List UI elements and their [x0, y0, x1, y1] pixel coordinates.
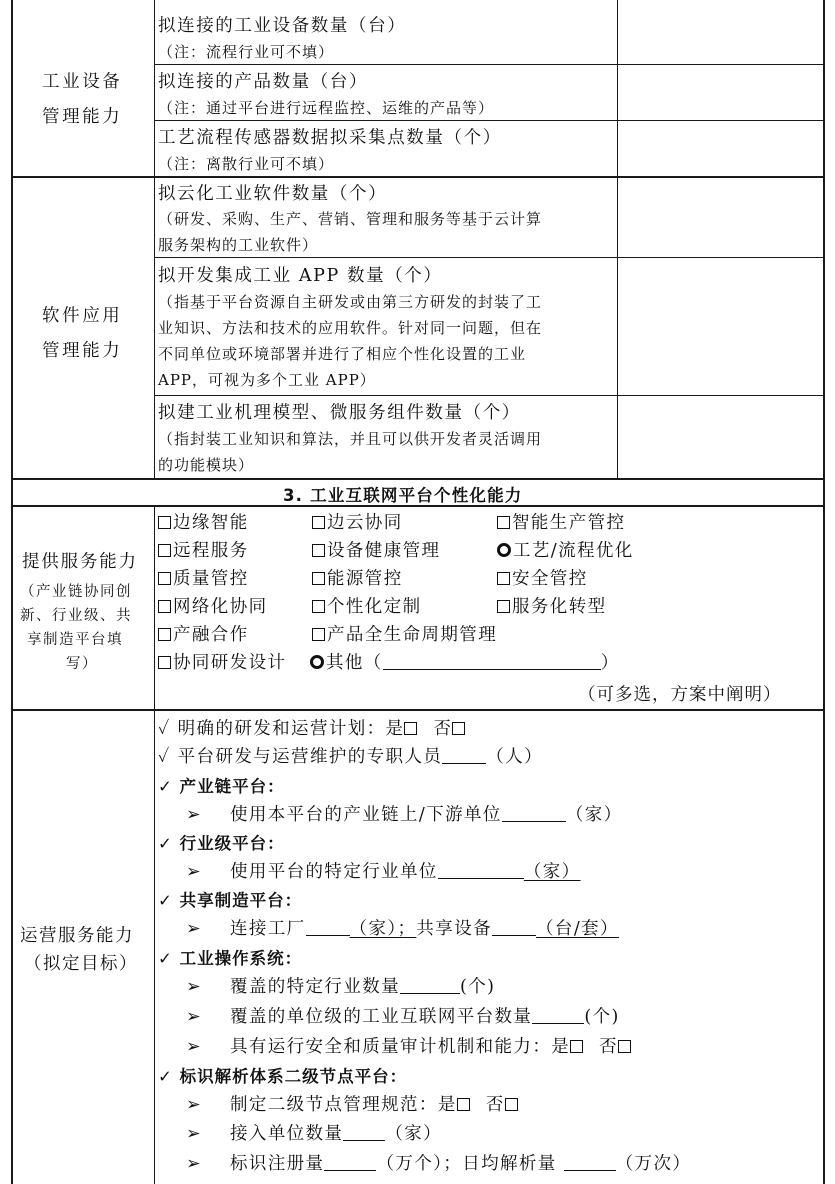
option-checkbox[interactable]: 产品全生命周期管理: [312, 621, 497, 646]
value-column-divider: [617, 0, 618, 478]
row-note: （指封装工业知识和算法，并且可以供开发者灵活调用: [158, 430, 543, 448]
table-border-right: [823, 0, 825, 1184]
staff-input-line[interactable]: [442, 747, 486, 764]
check-icon: ✓: [158, 891, 173, 910]
checkbox-icon[interactable]: [618, 1040, 631, 1053]
checkbox-icon[interactable]: [158, 600, 171, 613]
checkbox-icon[interactable]: [158, 628, 171, 641]
service-capability-sublabel: 写）: [66, 656, 98, 672]
option-checkbox[interactable]: 边缘智能: [158, 509, 249, 534]
arrow-item: ➢ 覆盖的单位级的工业互联网平台数量 (个): [186, 1007, 620, 1027]
checkbox-icon[interactable]: [312, 572, 325, 585]
subsection-header: ✓ 产业链平台：: [158, 777, 285, 796]
input-line[interactable]: [502, 805, 566, 822]
row-divider: [154, 257, 824, 258]
section-header: 3. 工业互联网平台个性化能力: [283, 486, 523, 505]
row-title: 拟连接的工业设备数量（台）: [158, 16, 407, 36]
row-divider: [154, 120, 824, 121]
arrow-icon: ➢: [186, 1095, 203, 1115]
row-note: （指基于平台资源自主研发或由第三方研发的封装了工: [158, 293, 543, 311]
row-note: 的功能模块）: [158, 456, 255, 474]
option-checkbox[interactable]: 服务化转型: [497, 593, 607, 618]
row-note: （注：流程行业可不填）: [158, 43, 335, 61]
input-line[interactable]: [532, 1007, 584, 1024]
row-divider: [154, 64, 824, 65]
plan-item: ✓ 明确的研发和运营计划：是 否: [158, 715, 467, 740]
row-note: （注：通过平台进行远程监控、运维的产品等）: [158, 99, 495, 117]
row-note: 业知识、方法和技术的应用软件。针对同一问题，但在: [158, 319, 543, 337]
section-label: 管理能力: [42, 107, 123, 127]
row-note: （注：离散行业可不填）: [158, 155, 335, 173]
checkbox-icon[interactable]: [158, 656, 171, 669]
input-line[interactable]: [400, 977, 460, 994]
checkbox-icon[interactable]: [497, 572, 510, 585]
checkbox-icon[interactable]: [497, 600, 510, 613]
arrow-icon: ➢: [186, 1154, 203, 1174]
service-capability-sublabel: 新、行业级、共: [20, 608, 132, 624]
row-title: 拟开发集成工业 APP 数量（个）: [158, 266, 443, 286]
section-divider: [11, 478, 824, 480]
subsection-header: ✓ 行业级平台：: [158, 834, 285, 853]
checkbox-icon[interactable]: [457, 1098, 470, 1111]
arrow-icon: ➢: [186, 1037, 203, 1057]
input-line[interactable]: [492, 919, 536, 936]
row-title: 拟云化工业软件数量（个）: [158, 184, 388, 204]
service-capability-sublabel: （产业链协同创: [20, 584, 132, 600]
arrow-item: ➢ 制定二级节点管理规范：是 否: [186, 1091, 520, 1116]
row-note: 不同单位或环境部署并进行了相应个性化设置的工业: [158, 345, 527, 363]
row-note: （研发、采购、生产、营销、管理和服务等基于云计算: [158, 210, 543, 228]
service-capability-sublabel: 享制造平台填: [27, 632, 123, 648]
arrow-item: ➢ 使用平台的特定行业单位 （家）: [186, 862, 581, 882]
label-column-divider: [154, 505, 155, 1184]
option-checkbox[interactable]: 个性化定制: [312, 593, 422, 618]
section-divider: [11, 709, 824, 711]
subsection-header: ✓ 工业操作系统：: [158, 949, 303, 968]
checkbox-icon[interactable]: [570, 1040, 583, 1053]
staff-item: ✓ 平台研发与运营维护的专职人员 （人）: [158, 747, 543, 767]
checkbox-icon[interactable]: [312, 600, 325, 613]
arrow-icon: ➢: [186, 862, 203, 882]
option-checkbox[interactable]: 质量管控: [158, 565, 249, 590]
checkbox-icon[interactable]: [505, 1098, 518, 1111]
arrow-item: ➢ 接入单位数量 （家）: [186, 1124, 443, 1144]
operation-capability-label: 运营服务能力: [20, 926, 134, 946]
selected-circle-icon[interactable]: [497, 543, 511, 557]
selected-circle-icon[interactable]: [310, 655, 324, 669]
arrow-item: ➢ 使用本平台的产业链上/下游单位 （家）: [186, 805, 623, 825]
check-icon: ✓: [158, 719, 171, 739]
arrow-icon: ➢: [186, 805, 203, 825]
check-icon: ✓: [158, 777, 173, 796]
input-line[interactable]: [343, 1124, 385, 1141]
subsection-header: ✓ 标识解析体系二级节点平台：: [158, 1067, 408, 1086]
arrow-icon: ➢: [186, 1124, 203, 1144]
option-checkbox[interactable]: 能源管控: [312, 565, 403, 590]
option-checkbox[interactable]: 边云协同: [312, 509, 403, 534]
row-divider: [154, 395, 824, 396]
arrow-item: ➢ 具有运行安全和质量审计机制和能力：是 否: [186, 1033, 633, 1058]
option-checkbox[interactable]: 产融合作: [158, 621, 249, 646]
checkbox-icon[interactable]: [158, 572, 171, 585]
option-checkbox[interactable]: 安全管控: [497, 565, 588, 590]
arrow-item: ➢ 连接工厂 （家）；共享设备 （台/套）: [186, 919, 619, 939]
option-checkbox[interactable]: 协同研发设计: [158, 649, 286, 674]
checkbox-icon[interactable]: [312, 628, 325, 641]
operation-capability-label: （拟定目标）: [24, 954, 138, 974]
checkbox-icon[interactable]: [404, 722, 417, 735]
row-title: 拟建工业机理模型、微服务组件数量（个）: [158, 403, 521, 423]
option-other[interactable]: 其他（ ）: [310, 649, 620, 674]
section-label: 管理能力: [42, 341, 123, 361]
row-title: 工艺流程传感器数据拟采集点数量（个）: [158, 128, 502, 148]
section-divider: [11, 176, 824, 178]
checkbox-icon[interactable]: [312, 516, 325, 529]
checkbox-icon[interactable]: [497, 516, 510, 529]
arrow-item: ➢ 标识注册量 （万个）；日均解析量 （万次）: [186, 1154, 692, 1174]
arrow-icon: ➢: [186, 919, 203, 939]
checkbox-icon[interactable]: [158, 544, 171, 557]
input-line[interactable]: [564, 1154, 616, 1171]
check-icon: ✓: [158, 1067, 173, 1086]
service-footnote: （可多选，方案中阐明）: [578, 685, 782, 705]
option-checkbox[interactable]: 智能生产管控: [497, 509, 625, 534]
other-input-line[interactable]: [383, 653, 601, 670]
row-note: 服务架构的工业软件）: [158, 236, 319, 254]
check-icon: ✓: [158, 747, 171, 767]
checkbox-icon[interactable]: [452, 722, 465, 735]
input-line[interactable]: [438, 862, 524, 879]
option-selected[interactable]: 工艺/流程优化: [497, 537, 634, 562]
input-line[interactable]: [324, 1154, 376, 1171]
check-icon: ✓: [158, 949, 173, 968]
table-border-left: [11, 0, 13, 1184]
input-line[interactable]: [306, 919, 350, 936]
section-label: 工业设备: [42, 72, 123, 92]
arrow-icon: ➢: [186, 977, 203, 997]
check-icon: ✓: [158, 834, 173, 853]
subsection-header: ✓ 共享制造平台：: [158, 891, 303, 910]
service-capability-label: 提供服务能力: [22, 552, 138, 572]
row-title: 拟连接的产品数量（台）: [158, 72, 369, 92]
checkbox-icon[interactable]: [312, 544, 325, 557]
arrow-item: ➢ 覆盖的特定行业数量 (个): [186, 977, 496, 997]
row-note: APP，可视为多个工业 APP）: [158, 371, 376, 389]
arrow-icon: ➢: [186, 1007, 203, 1027]
checkbox-icon[interactable]: [158, 516, 171, 529]
option-checkbox[interactable]: 设备健康管理: [312, 537, 440, 562]
option-checkbox[interactable]: 网络化协同: [158, 593, 268, 618]
label-column-divider: [154, 0, 155, 478]
option-checkbox[interactable]: 远程服务: [158, 537, 249, 562]
section-label: 软件应用: [42, 306, 123, 326]
